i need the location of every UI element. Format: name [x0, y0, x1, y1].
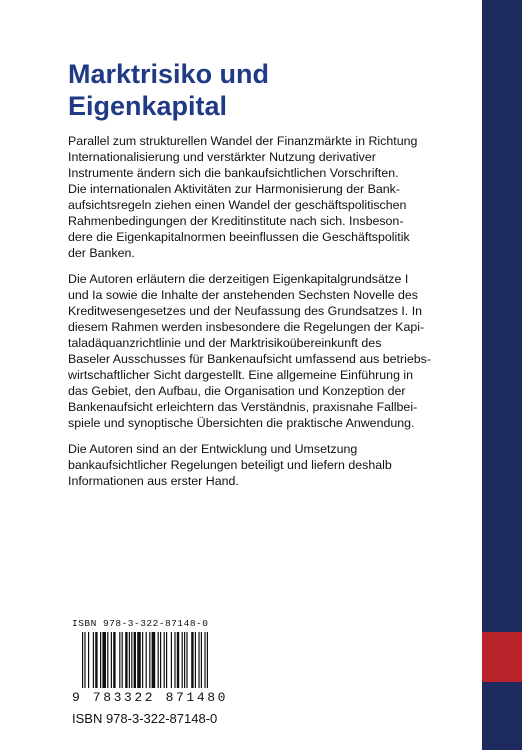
barcode-bar	[191, 632, 193, 688]
blurb-line: Baseler Ausschusses für Bankenaufsicht umfassend aus betriebs-	[68, 352, 431, 366]
blurb-line: Parallel zum strukturellen Wandel der Finanzmärkte in Richtung	[68, 134, 418, 148]
blurb-line: Die Autoren sind an der Entwicklung und Umsetzung	[68, 442, 358, 456]
blurb-line: bankaufsichtlicher Regelungen beteiligt und liefern deshalb	[68, 458, 392, 472]
blurb-line: das Gebiet, den Aufbau, die Organisation und Konzeption der	[68, 384, 406, 398]
barcode-bar	[164, 632, 165, 688]
blurb-line: Die internationalen Aktivitäten zur Harmonisierung der Bank-	[68, 182, 400, 196]
barcode-bar	[88, 632, 89, 688]
barcode-bar	[129, 632, 130, 688]
blurb-line: Instrumente ändern sich die bankaufsichtlichen Vorschriften.	[68, 166, 399, 180]
barcode-bar	[84, 632, 85, 688]
blurb-paragraph	[68, 133, 468, 261]
blurb-line: spiele und synoptische Übersichten die praktische Anwendung.	[68, 416, 415, 430]
barcode-bar	[119, 632, 120, 688]
barcode-bar	[146, 632, 147, 688]
blurb-line: wirtschaftlicher Sicht dargestellt. Eine allgemeine Einführung in	[68, 368, 414, 382]
blurb-line: Rahmenbedingungen der Kreditinstitute nach sich. Insbeson-	[68, 214, 404, 228]
barcode-bar	[131, 632, 132, 688]
blurb-line: taladäquanzrichtlinie und der Marktrisikoübereinkunft des	[68, 336, 382, 350]
barcode-bar	[125, 632, 127, 688]
barcode-bar	[177, 632, 179, 688]
barcode-bar	[186, 632, 187, 688]
isbn-label-top: ISBN 978-3-322-87148-0	[72, 618, 209, 629]
barcode-bar	[149, 632, 150, 688]
title-line-1: Marktrisiko und	[68, 59, 270, 89]
barcode-bar	[102, 632, 106, 688]
barcode-bar	[93, 632, 94, 688]
barcode-bar	[160, 632, 161, 688]
barcode-bar	[111, 632, 112, 688]
barcode-bar	[95, 632, 97, 688]
blurb-line: und Ia sowie die Inhalte der anstehenden Sechsten Novelle des	[68, 288, 418, 302]
barcode-bar	[137, 632, 141, 688]
barcode-bar	[198, 632, 199, 688]
blurb-text	[68, 133, 468, 499]
barcode-bar	[201, 632, 202, 688]
blurb-line: Die Autoren erläutern die derzeitigen Eigenkapitalgrundsätze I	[68, 272, 409, 286]
title-line-2: Eigenkapital	[68, 91, 228, 121]
barcode-bar	[152, 632, 156, 688]
blurb-paragraph	[68, 441, 468, 489]
barcode-bar	[113, 632, 115, 688]
blurb-line: Internationalisierung und verstärkter Nutzung derivativer	[68, 150, 376, 164]
barcode	[82, 632, 262, 688]
blurb-paragraph	[68, 271, 468, 431]
barcode-bar	[182, 632, 183, 688]
barcode-bar	[174, 632, 175, 688]
book-title	[68, 58, 468, 122]
barcode-bar	[207, 632, 208, 688]
blurb-line: der Banken.	[68, 246, 135, 260]
barcode-bar	[100, 632, 101, 688]
barcode-bar	[171, 632, 172, 688]
spine-accent-block	[482, 632, 522, 682]
barcode-bar	[184, 632, 185, 688]
isbn-label-bottom: ISBN 978-3-322-87148-0	[72, 711, 218, 726]
barcode-bar	[134, 632, 136, 688]
blurb-line: diesem Rahmen werden insbesondere die Regelungen der Kapi-	[68, 320, 425, 334]
blurb-line: aufsichtsregeln ziehen einen Wandel der geschäftspolitischen	[68, 198, 407, 212]
barcode-bar	[166, 632, 167, 688]
barcode-bar	[82, 632, 83, 688]
blurb-line: Informationen aus erster Hand.	[68, 474, 239, 488]
barcode-bar	[158, 632, 159, 688]
barcode-bar	[122, 632, 123, 688]
blurb-line: dere die Eigenkapitalnormen beeinflussen die Geschäftspolitik	[68, 230, 410, 244]
barcode-bar	[195, 632, 196, 688]
barcode-bar	[142, 632, 143, 688]
blurb-line: Kreditwesengesetzes und der Neufassung des Grundsatzes I. In	[68, 304, 423, 318]
blurb-line: Bankenaufsicht erleichtern das Verständnis, praxisnahe Fallbei-	[68, 400, 418, 414]
barcode-bar	[107, 632, 108, 688]
barcode-bar	[204, 632, 205, 688]
barcode-digits: 9 783322 871480	[72, 690, 229, 705]
